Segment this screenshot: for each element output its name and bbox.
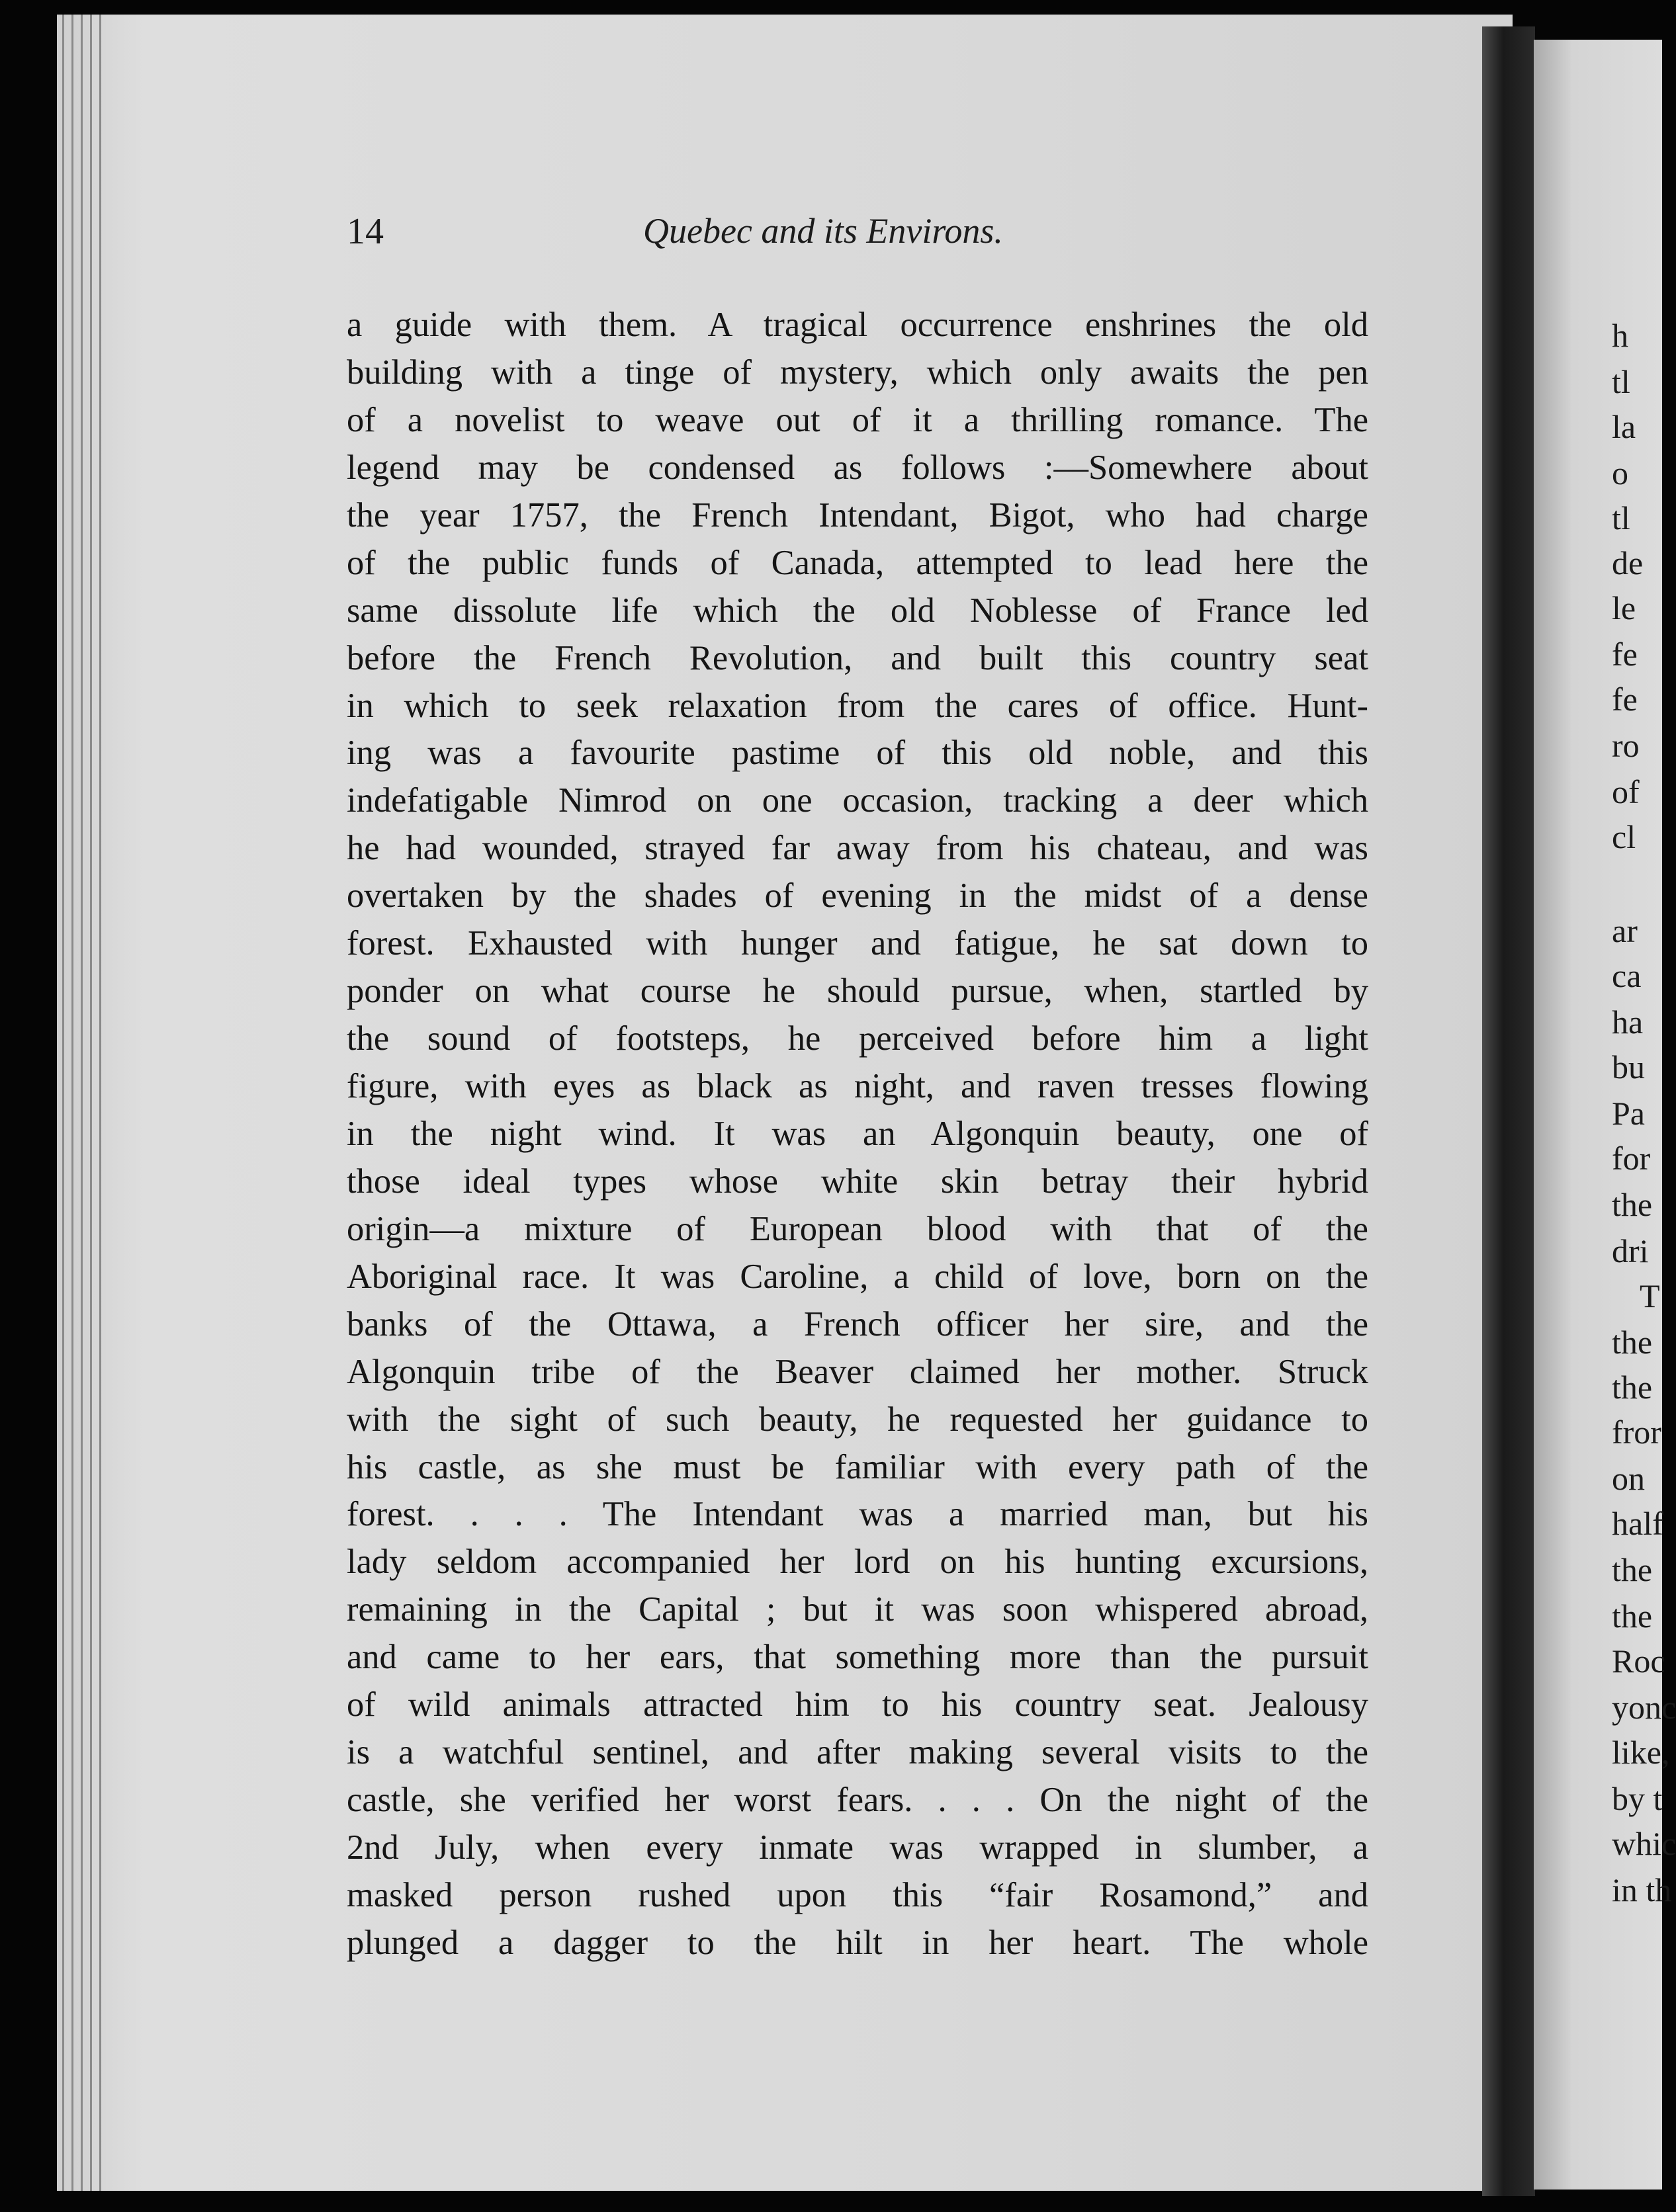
- facing-page-fragment: o: [1612, 454, 1628, 491]
- text-line: Aboriginal race. It was Caroline, a child of love, born on the: [347, 1257, 1368, 1296]
- page-edge: [71, 15, 73, 2191]
- text-line: of a novelist to weave out of it a thrilling romance. The: [347, 400, 1368, 439]
- facing-page-fragment: ha: [1612, 1003, 1644, 1041]
- text-line: plunged a dagger to the hilt in her heart. The whole: [347, 1923, 1368, 1962]
- text-line: in which to seek relaxation from the cares of office. Hunt-: [347, 686, 1368, 725]
- facing-page-fragment: like,: [1612, 1734, 1670, 1771]
- facing-page-fragment: tl: [1612, 499, 1630, 536]
- text-line: ponder on what course he should pursue, when, startled by: [347, 972, 1368, 1011]
- facing-page-fragment: ro: [1612, 727, 1640, 764]
- text-line: and came to her ears, that something more than the pursuit: [347, 1638, 1368, 1677]
- facing-page-fragment: la: [1612, 408, 1636, 445]
- facing-page-fragment: fror: [1612, 1414, 1661, 1451]
- facing-page-fragment: whic: [1612, 1825, 1676, 1862]
- facing-page-fragment: bu: [1612, 1048, 1645, 1085]
- facing-page-fragment: of: [1612, 773, 1640, 810]
- body-text: [347, 302, 1368, 1967]
- facing-page-fragment: tl: [1612, 363, 1630, 400]
- text-line: Algonquin tribe of the Beaver claimed her mother. Struck: [347, 1352, 1368, 1391]
- facing-page-fragment: cl: [1612, 818, 1636, 855]
- text-line: he had wounded, strayed far away from his chateau, and was: [347, 829, 1368, 868]
- facing-page-fragment: half: [1612, 1505, 1663, 1542]
- text-line: legend may be condensed as follows :—Somewhere about: [347, 448, 1368, 487]
- facing-page-fragment: Roc: [1612, 1642, 1665, 1680]
- text-line: figure, with eyes as black as night, and raven tresses flowing: [347, 1067, 1368, 1105]
- text-line: origin—a mixture of European blood with that of the: [347, 1209, 1368, 1248]
- facing-page-fragment: the: [1612, 1551, 1653, 1588]
- facing-page-fragment: fe: [1612, 636, 1638, 673]
- facing-page-fragment: Pa: [1612, 1095, 1645, 1132]
- facing-page-fragment: on: [1612, 1460, 1645, 1497]
- text-line: ing was a favourite pastime of this old noble, and this: [347, 734, 1368, 773]
- page-edge: [90, 15, 92, 2191]
- text-line: the sound of footsteps, he perceived before him a light: [347, 1019, 1368, 1058]
- facing-page: [1534, 40, 1676, 2190]
- running-head: [347, 210, 1379, 263]
- running-title: Quebec and its Environs.: [643, 211, 1003, 251]
- facing-page-fragment: de: [1612, 544, 1644, 581]
- text-line: those ideal types whose white skin betray their hybrid: [347, 1162, 1368, 1201]
- facing-page-fragment: h: [1612, 317, 1628, 354]
- facing-page-fragment: the: [1612, 1324, 1653, 1361]
- text-line: before the French Revolution, and built this country seat: [347, 638, 1368, 677]
- facing-page-fragment: dri: [1612, 1232, 1649, 1269]
- text-line: same dissolute life which the old Noblesse of France led: [347, 591, 1368, 630]
- text-line: masked person rushed upon this “fair Rosamond,” and: [347, 1875, 1368, 1914]
- text-line: 2nd July, when every inmate was wrapped in slumber, a: [347, 1828, 1368, 1867]
- text-line: banks of the Ottawa, a French officer her sire, and the: [347, 1304, 1368, 1343]
- facing-page-fragment: T: [1640, 1277, 1660, 1314]
- text-line: remaining in the Capital ; but it was soon whispered abroad,: [347, 1590, 1368, 1629]
- text-line: indefatigable Nimrod on one occasion, tracking a deer which: [347, 781, 1368, 820]
- text-line: is a watchful sentinel, and after making several visits to the: [347, 1733, 1368, 1772]
- text-line: a guide with them. A tragical occurrence enshrines the old: [347, 306, 1368, 344]
- facing-page-fragment: by t: [1612, 1780, 1663, 1817]
- page-number: 14: [347, 211, 384, 252]
- facing-page-fragment: the: [1612, 1597, 1653, 1635]
- book-gutter: [1482, 26, 1535, 2196]
- text-line: forest. Exhausted with hunger and fatigue, he sat down to: [347, 924, 1368, 963]
- text-line: lady seldom accompanied her lord on his hunting excursions,: [347, 1543, 1368, 1582]
- page-edge: [99, 15, 101, 2191]
- facing-page-fragment: for: [1612, 1140, 1651, 1177]
- page-edge: [81, 15, 83, 2191]
- facing-page-fragment: ar: [1612, 912, 1638, 949]
- text-line: building with a tinge of mystery, which only awaits the pen: [347, 353, 1368, 392]
- text-line: overtaken by the shades of evening in the midst of a dense: [347, 876, 1368, 915]
- facing-page-fragment: yonc: [1612, 1689, 1676, 1726]
- facing-page-fragment: the: [1612, 1186, 1653, 1223]
- text-line: in the night wind. It was an Algonquin beauty, one of: [347, 1114, 1368, 1153]
- facing-page-fragment: in th: [1612, 1871, 1672, 1908]
- text-line: forest. . . . The Intendant was a married man, but his: [347, 1495, 1368, 1534]
- page-edge: [62, 15, 64, 2191]
- text-line: the year 1757, the French Intendant, Bigot, who had charge: [347, 495, 1368, 534]
- text-line: with the sight of such beauty, he requested her guidance to: [347, 1400, 1368, 1439]
- facing-page-fragment: fe: [1612, 681, 1638, 718]
- text-line: castle, she verified her worst fears. . . . On the night of the: [347, 1781, 1368, 1820]
- facing-page-fragment: ca: [1612, 957, 1642, 994]
- facing-page-fragment: the: [1612, 1369, 1653, 1406]
- text-line: of the public funds of Canada, attempted to lead here the: [347, 543, 1368, 582]
- facing-page-fragment: le: [1612, 589, 1636, 626]
- text-line: of wild animals attracted him to his country seat. Jealousy: [347, 1685, 1368, 1724]
- text-line: his castle, as she must be familiar with every path of the: [347, 1447, 1368, 1486]
